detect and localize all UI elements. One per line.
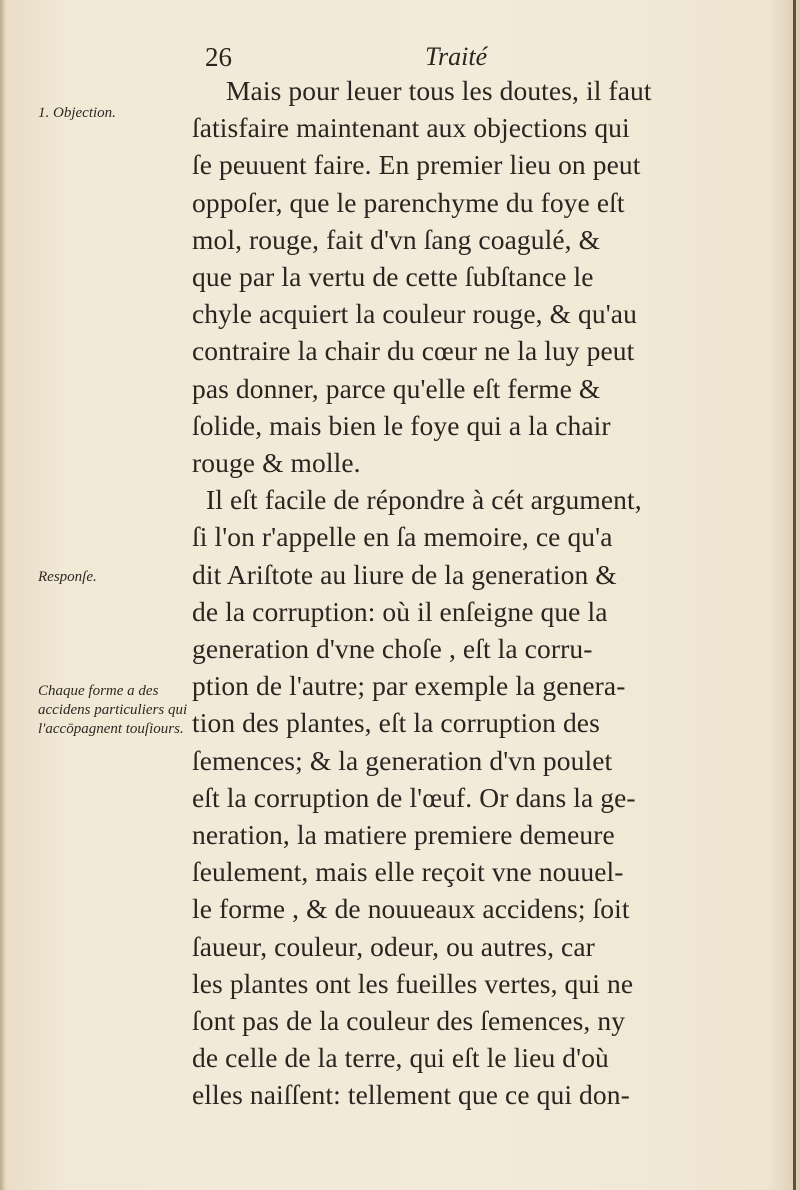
text-line: rouge & molle. <box>192 447 361 479</box>
body-text <box>192 72 757 1114</box>
text-line: ſi l'on r'appelle en ſa memoire, ce qu'a <box>192 521 613 553</box>
text-line: dit Ariſtote au liure de la generation & <box>192 558 617 590</box>
text-line: contraire la chair du cœur ne la luy peut <box>192 335 635 367</box>
text-line: de celle de la terre, qui eſt le lieu d'où <box>192 1042 609 1074</box>
text-line: generation d'vne choſe , eſt la corru- <box>192 633 593 665</box>
margin-note-accidents: Chaque forme a des accidens particuliers qui l'accōpagnent touſiours. <box>38 683 188 737</box>
text-line: de la corruption: où il enſeigne que la <box>192 595 608 627</box>
text-line: ſemences; & la generation d'vn poulet <box>192 744 613 776</box>
margin-note-objection: 1. Objection. <box>38 105 116 121</box>
text-line: Mais pour leuer tous les doutes, il faut <box>226 75 652 106</box>
text-line: ſe peuuent faire. En premier lieu on peut <box>192 149 641 181</box>
text-line: neration, la matiere premiere demeure <box>192 819 615 851</box>
gutter-shadow <box>0 0 6 1190</box>
running-title: Traité <box>425 42 488 71</box>
text-line: ſeulement, mais elle reçoit vne nouuel- <box>192 856 624 888</box>
text-line: elles naiſſent: tellement que ce qui don- <box>192 1079 630 1111</box>
text-line: ption de l'autre; par exemple la genera- <box>192 670 626 702</box>
margin-note-response: Responſe. <box>38 569 97 585</box>
text-line: oppoſer, que le parenchyme du foye eſt <box>192 186 625 218</box>
page-edge-line <box>793 0 796 1190</box>
text-line: tion des plantes, eſt la corruption des <box>192 707 600 739</box>
text-line: Il eſt facile de répondre à cét argument, <box>206 484 642 516</box>
text-line: le forme , & de nouueaux accidens; ſoit <box>192 893 630 925</box>
text-line: eſt la corruption de l'œuf. Or dans la ge- <box>192 781 636 813</box>
text-line: pas donner, parce qu'elle eſt ferme & <box>192 372 601 404</box>
text-line: mol, rouge, fait d'vn ſang coagulé, & <box>192 223 601 255</box>
text-line: les plantes ont les fueilles vertes, qui ne <box>192 967 634 999</box>
text-line: ſolide, mais bien le foye qui a la chair <box>192 409 611 441</box>
text-line: ſatisfaire maintenant aux objections qui <box>192 112 630 144</box>
text-line: que par la vertu de cette ſubſtance le <box>192 261 594 293</box>
text-line: ſaueur, couleur, odeur, ou autres, car <box>192 930 595 962</box>
text-line: ſont pas de la couleur des ſemences, ny <box>192 1005 626 1037</box>
page-number: 26 <box>205 42 232 72</box>
text-line: chyle acquiert la couleur rouge, & qu'au <box>192 298 637 330</box>
